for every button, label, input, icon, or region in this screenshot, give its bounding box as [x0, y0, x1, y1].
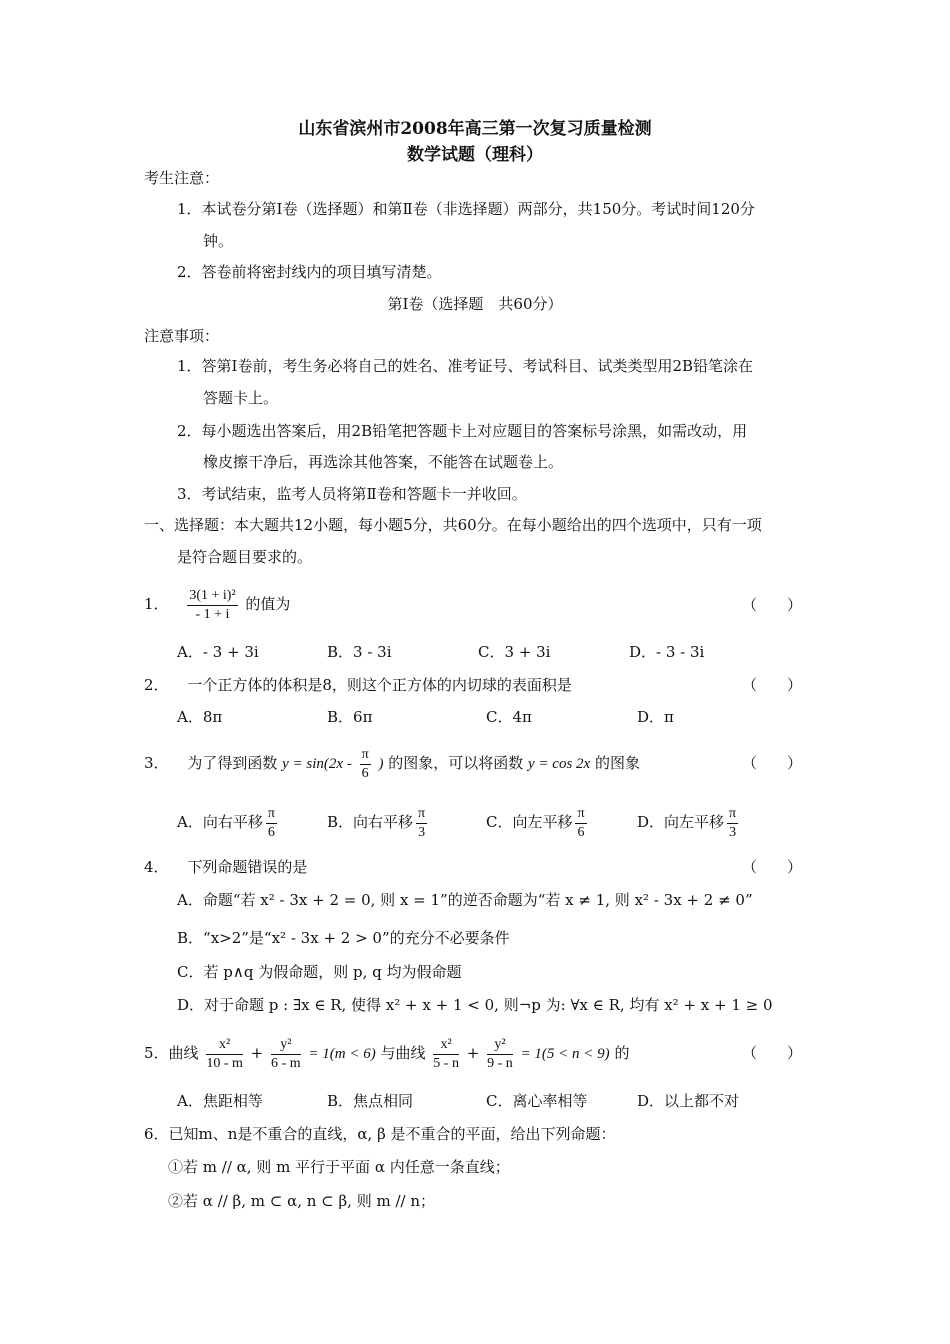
option-label: D．向左平移: [637, 813, 725, 831]
fraction-denominator: 6 - m: [271, 1055, 301, 1071]
question-number: 2．: [144, 676, 169, 694]
fraction: [487, 1036, 513, 1073]
question-1: [144, 583, 290, 625]
answer-bracket: （ ）: [741, 1044, 802, 1062]
question-text-mid: 的图象，可以将函数: [388, 754, 524, 772]
notice-item-2: 2．答卷前将密封线内的项目填写清楚。: [177, 263, 442, 281]
proposition-2: ②若 α // β, m ⊂ α, n ⊂ β, 则 m // n；: [168, 1192, 436, 1210]
question-5: [144, 1032, 629, 1075]
question-number: 5．曲线: [144, 1044, 199, 1062]
function-expression-2: y = cos 2x: [528, 756, 591, 772]
section-intro-cont: 是符合题目要求的。: [177, 548, 313, 566]
fraction: [416, 805, 427, 842]
question-text: 为了得到函数: [187, 754, 278, 772]
option-d: [637, 802, 741, 842]
fraction-numerator: y²: [271, 1036, 301, 1055]
plus-sign: +: [250, 1044, 264, 1062]
option-d: D．以上都不对: [637, 1092, 740, 1110]
option-b: [327, 802, 430, 842]
condition: = 1(m < 6): [308, 1046, 376, 1062]
fraction-numerator: π: [360, 746, 371, 765]
fraction-numerator: π: [575, 805, 586, 824]
option-d: D．- 3 - 3i: [629, 643, 705, 661]
question-text: 已知m、n是不重合的直线，α, β 是不重合的平面，给出下列命题：: [168, 1125, 616, 1143]
question-number: 6．: [144, 1125, 169, 1143]
answer-bracket: （ ）: [741, 676, 802, 694]
fraction: [206, 1036, 243, 1073]
fraction-numerator: y²: [487, 1036, 513, 1055]
attention-item-1-cont: 答题卡上。: [203, 389, 279, 407]
option-label: C．向左平移: [486, 813, 573, 831]
question-4: [144, 857, 307, 877]
fraction: [433, 1036, 459, 1073]
option-a: [177, 802, 280, 842]
question-3: [144, 742, 640, 785]
question-text: 下列命题错误的是: [187, 858, 308, 876]
fraction: [727, 805, 738, 842]
option-d: D．对于命题 p : ∃x ∈ R, 使得 x² + x + 1 < 0, 则¬p 为: ∀x ∈ R, 均有 x² + x + 1 ≥ 0: [177, 996, 773, 1014]
fraction-denominator: 3: [418, 824, 426, 840]
page-title: 山东省滨州市2008年高三第一次复习质量检测: [298, 119, 652, 139]
question-2: [144, 675, 572, 695]
fraction: [271, 1036, 301, 1073]
question-6: [144, 1124, 616, 1144]
part1-heading: 第Ⅰ卷（选择题 共60分）: [387, 295, 563, 313]
page-subtitle: 数学试题（理科）: [407, 145, 543, 165]
answer-bracket: （ ）: [741, 596, 802, 614]
attention-item-2: 2．每小题选出答案后，用2B铅笔把答题卡上对应题目的答案标号涂黑，如需改动，用: [177, 422, 748, 440]
option-a: A．焦距相等: [177, 1092, 263, 1110]
question-text: 一个正方体的体积是8，则这个正方体的内切球的表面积是: [187, 676, 572, 694]
question-number: 3．: [144, 754, 169, 772]
fraction: [360, 746, 371, 783]
fraction-denominator: - 1 + i: [195, 606, 230, 622]
option-d: D．π: [637, 708, 674, 726]
notice-item-1-cont: 钟。: [203, 232, 234, 250]
attention-item-2-cont: 橡皮擦干净后，再选涂其他答案，不能答在试题卷上。: [203, 453, 564, 471]
fraction-denominator: 3: [729, 824, 737, 840]
fraction-denominator: 10 - m: [206, 1055, 243, 1071]
fraction: [187, 587, 237, 624]
answer-bracket: （ ）: [741, 754, 802, 772]
notice-item-1: 1．本试卷分第Ⅰ卷（选择题）和第Ⅱ卷（非选择题）两部分，共150分。考试时间120分: [177, 200, 755, 218]
option-a: A．8π: [177, 708, 223, 726]
attention-label: 注意事项：: [144, 327, 220, 345]
option-label: A．向右平移: [177, 813, 263, 831]
option-b: B．焦点相同: [327, 1092, 414, 1110]
attention-item-1: 1．答第Ⅰ卷前，考生务必将自己的姓名、准考证号、考试科目、试类类型用2B铅笔涂在: [177, 357, 754, 375]
question-text-mid: 与曲线: [380, 1044, 426, 1062]
plus-sign: +: [466, 1044, 480, 1062]
option-c: C．若 p∧q 为假命题，则 p, q 均为假命题: [177, 963, 462, 981]
condition: = 1(5 < n < 9): [520, 1046, 610, 1062]
option-b: B．3 - 3i: [327, 643, 392, 661]
answer-bracket: （ ）: [741, 858, 802, 876]
option-c: [486, 802, 590, 842]
option-b: B．6π: [327, 708, 373, 726]
option-label: B．向右平移: [327, 813, 414, 831]
fraction-numerator: x²: [206, 1036, 243, 1055]
question-text-end: 的图象: [595, 754, 641, 772]
fraction: [266, 805, 277, 842]
attention-item-3: 3．考试结束，监考人员将第Ⅱ卷和答题卡一并收回。: [177, 485, 527, 503]
option-c: C．3 + 3i: [478, 643, 551, 661]
fraction-numerator: x²: [433, 1036, 459, 1055]
fraction-numerator: π: [266, 805, 277, 824]
option-c: C．离心率相等: [486, 1092, 588, 1110]
function-expression-end: ): [378, 756, 384, 772]
option-b: B．“x>2”是“x² - 3x + 2 > 0”的充分不必要条件: [177, 929, 510, 947]
proposition-1: ①若 m // α, 则 m 平行于平面 α 内任意一条直线；: [168, 1158, 510, 1176]
option-c: C．4π: [486, 708, 532, 726]
question-number: 1．: [144, 595, 169, 613]
fraction-denominator: 6: [267, 824, 275, 840]
question-number: 4．: [144, 858, 169, 876]
function-expression: y = sin(2x -: [282, 756, 352, 772]
fraction-denominator: 6: [577, 824, 585, 840]
option-a: A．命题“若 x² - 3x + 2 = 0, 则 x = 1”的逆否命题为“若 x ≠ 1, 则 x² - 3x + 2 ≠ 0”: [177, 891, 753, 909]
fraction-numerator: π: [727, 805, 738, 824]
fraction-numerator: 3(1 + i)²: [187, 587, 237, 606]
fraction-denominator: 9 - n: [487, 1055, 513, 1071]
fraction-numerator: π: [416, 805, 427, 824]
section-intro: 一、选择题：本大题共12小题，每小题5分，共60分。在每小题给出的四个选项中，只有一项: [144, 516, 762, 534]
fraction-denominator: 5 - n: [433, 1055, 459, 1071]
fraction-denominator: 6: [361, 765, 369, 781]
option-a: A．- 3 + 3i: [177, 643, 259, 661]
question-text-end: 的: [614, 1044, 630, 1062]
question-text: 的值为: [245, 595, 291, 613]
fraction: [575, 805, 586, 842]
notice-label: 考生注意：: [144, 169, 220, 187]
